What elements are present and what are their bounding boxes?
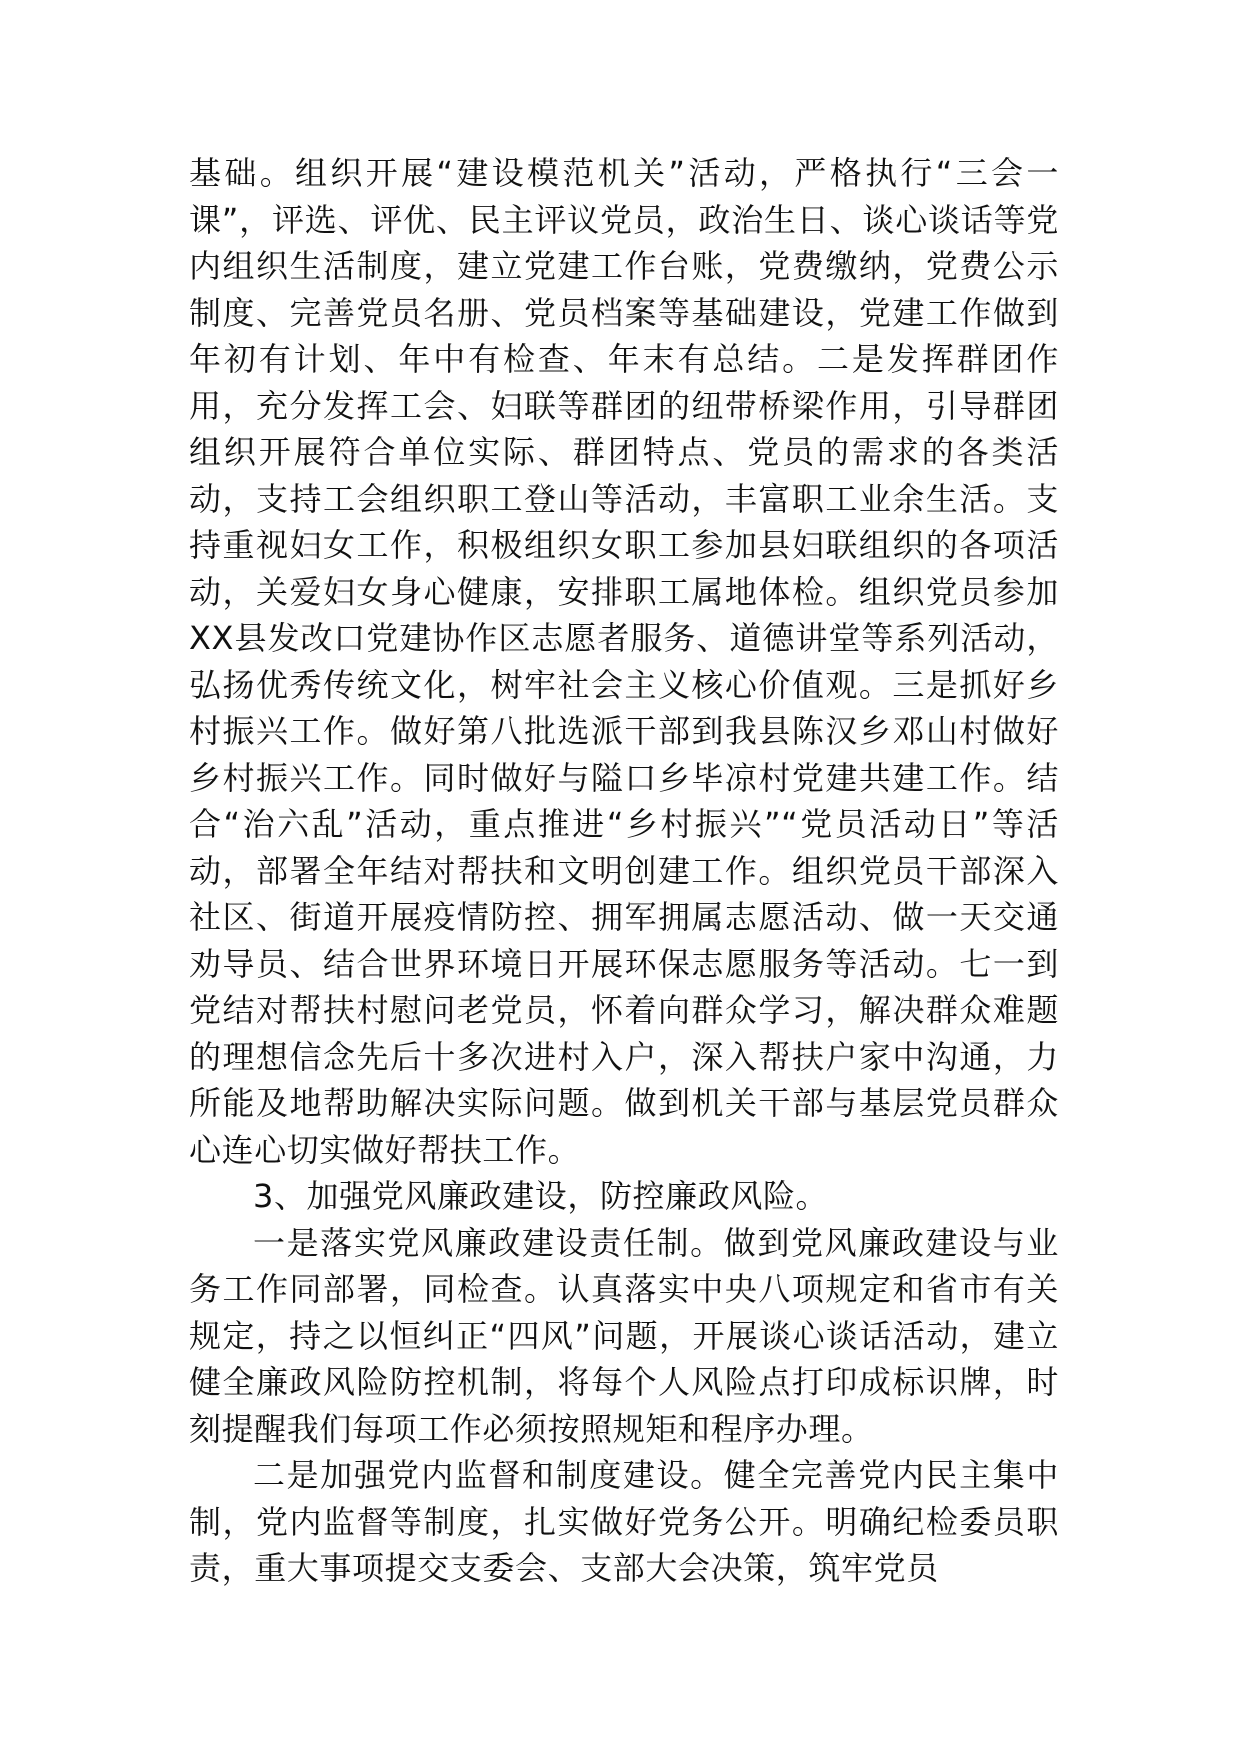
paragraph-internal-supervision: 二是加强党内监督和制度建设。健全完善党内民主集中制，党内监督等制度，扎实做好党务公开。明确纪检委员职责，重大事项提交支委会、支部大会决策，筑牢党员 — [189, 1456, 1059, 1587]
section-heading-integrity: 3、加强党风廉政建设，防控廉政风险。 — [253, 1177, 829, 1215]
paragraph-party-building-work: 基础。组织开展“建设模范机关”活动，严格执行“三会一课”，评选、评优、民主评议党员，政治生日、谈心谈话等党内组织生活制度，建立党建工作台账，党费缴纳，党费公示制度、完善党员名册、党员档案等基础建设，党建工作做到年初有计划、年中有检查、年末有总结。二是发挥群团作用，充分发挥工会、妇联等群团的纽带桥梁作用，引导群团组织开展符合单位实际、群团特点、党员的需求的各类活动，支持工会组织职工登山等活动，丰富职工业余生活。支持重视妇女工作，积极组织女职工参加县妇联组织的各项活动，关爱妇女身心健康，安排职工属地体检。组织党员参加XX县发改口党建协作区志愿者服务、道德讲堂等系列活动，弘扬优秀传统文化，树牢社会主义核心价值观。三是抓好乡村振兴工作。做好第八批选派干部到我县陈汉乡邓山村做好乡村振兴工作。同时做好与隘口乡毕凉村党建共建工作。结合“治六乱”活动，重点推进“乡村振兴”“党员活动日”等活动，部署全年结对帮扶和文明创建工作。组织党员干部深入社区、街道开展疫情防控、拥军拥属志愿活动、做一天交通劝导员、结合世界环境日开展环保志愿服务等活动。七一到党结对帮扶村慰问老党员，怀着向群众学习，解决群众难题的理想信念先后十多次进村入户，深入帮扶户家中沟通，力所能及地帮助解决实际问题。做到机关干部与基层党员群众心连心切实做好帮扶工作。 — [189, 154, 1059, 1169]
document-body — [189, 150, 1059, 1592]
paragraph-responsibility-system: 一是落实党风廉政建设责任制。做到党风廉政建设与业务工作同部署，同检查。认真落实中央八项规定和省市有关规定，持之以恒纠正“四风”问题，开展谈心谈话活动，建立健全廉政风险防控机制，将每个人风险点打印成标识牌，时刻提醒我们每项工作必须按照规矩和程序办理。 — [189, 1223, 1059, 1448]
